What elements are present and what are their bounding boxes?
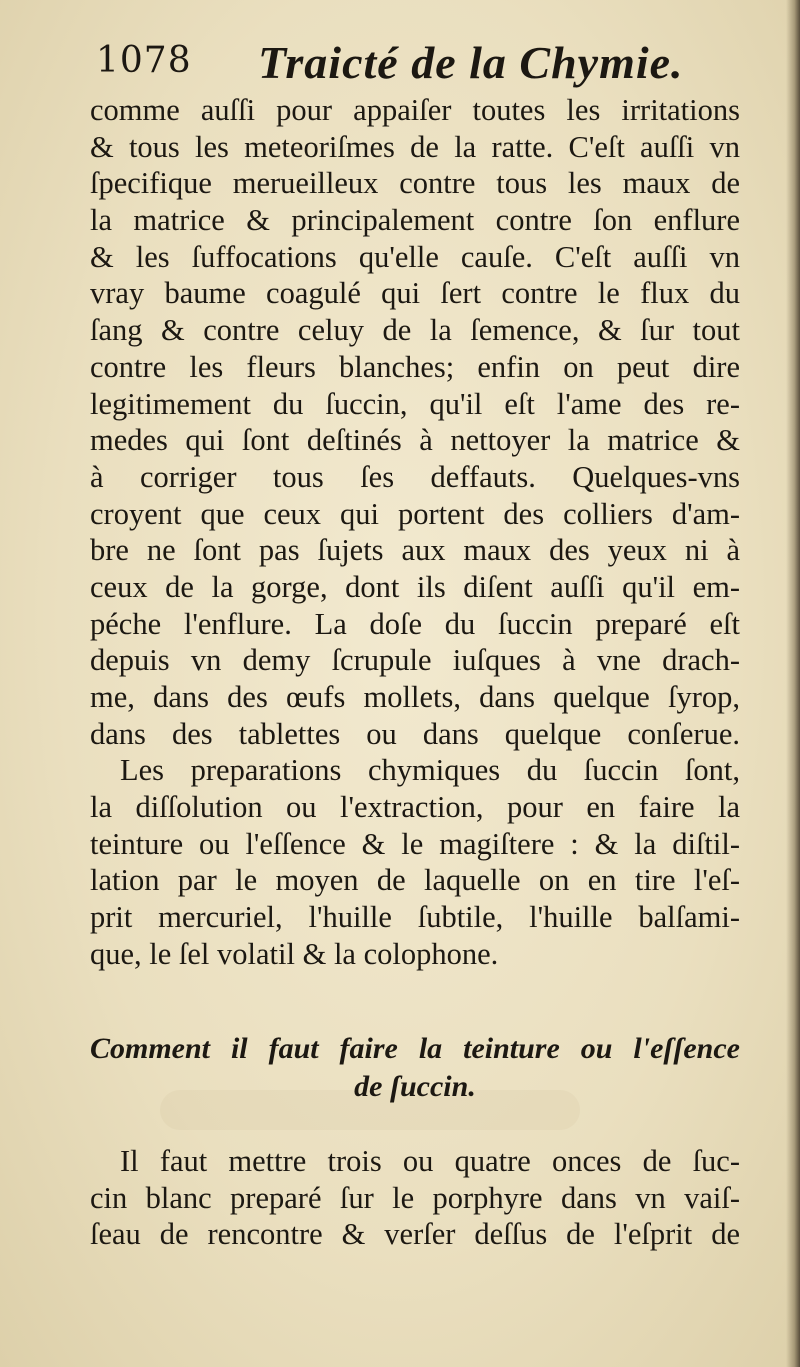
- text-line: prit mercuriel, l'huille ſubtile, l'huille balſami-: [90, 900, 740, 935]
- text-line: Il faut mettre trois ou quatre onces de ſuc-: [120, 1144, 740, 1178]
- text-line: la matrice & principalement contre ſon enflure: [90, 203, 740, 238]
- text-line: la diſſolution ou l'extraction, pour en faire la: [90, 790, 740, 825]
- text-line: medes qui ſont deſtinés à nettoyer la matrice &: [90, 423, 740, 458]
- text-line: ceux de la gorge, dont ils diſent auſſi qu'il em-: [90, 569, 740, 604]
- page-number: 1078: [96, 40, 192, 81]
- text-line: Les preparations chymiques du ſuccin ſont,: [120, 753, 740, 788]
- text-line: cin blanc preparé ſur le porphyre dans vn vaiſ-: [90, 1180, 740, 1215]
- text-line: vray baume coagulé qui ſert contre le flux du: [90, 276, 740, 311]
- paragraph-1: [90, 92, 740, 973]
- text-line: & les ſuffocations qu'elle cauſe. C'eſt auſſi vn: [90, 239, 740, 274]
- running-title: Traicté de la Chymie.: [258, 37, 684, 88]
- text-line: ſeau de rencontre & verſer deſſus de l'eſprit de: [90, 1217, 740, 1252]
- text-line: me, dans des œufs mollets, dans quelque ſyrop,: [90, 680, 740, 714]
- page-edge-shadow: [786, 0, 800, 1367]
- text-line: teinture ou l'eſſence & le magiſtere : & la diſtil-: [90, 826, 740, 861]
- text-line: depuis vn demy ſcrupule iuſques à vne drach-: [90, 643, 740, 678]
- text-line: lation par le moyen de laquelle on en tire l'eſ-: [90, 863, 740, 898]
- text-line: & tous les meteoriſmes de la ratte. C'eſt auſſi vn: [90, 129, 740, 164]
- text-line: croyent que ceux qui portent des colliers d'am-: [90, 496, 740, 531]
- paragraph-3: [90, 1143, 740, 1253]
- text-line: que, le ſel volatil & la colophone.: [90, 936, 499, 971]
- section-heading: [90, 1030, 740, 1106]
- text-line: contre les fleurs blanches; enfin on peut dire: [90, 349, 740, 384]
- text-line: legitimement du ſuccin, qu'il eſt l'ame des re-: [90, 386, 740, 421]
- text-line: ſang & contre celuy de la ſemence, & ſur tout: [90, 313, 740, 348]
- text-line: péche l'enflure. La doſe du ſuccin preparé eſt: [90, 606, 740, 641]
- text-line: bre ne ſont pas ſujets aux maux des yeux ni à: [90, 533, 740, 568]
- text-line: ſpecifique merueilleux contre tous les maux de: [90, 166, 740, 201]
- text-line: dans des tablettes ou dans quelque conſerue.: [90, 716, 740, 751]
- text-line: comme auſſi pour appaiſer toutes les irritations: [90, 93, 740, 127]
- text-line: à corriger tous ſes deffauts. Quelques-vns: [90, 459, 740, 494]
- heading-line: de ſuccin.: [354, 1070, 476, 1103]
- heading-line: Comment il faut faire la teinture ou l'eſſence: [90, 1032, 740, 1065]
- page-header: [90, 38, 730, 98]
